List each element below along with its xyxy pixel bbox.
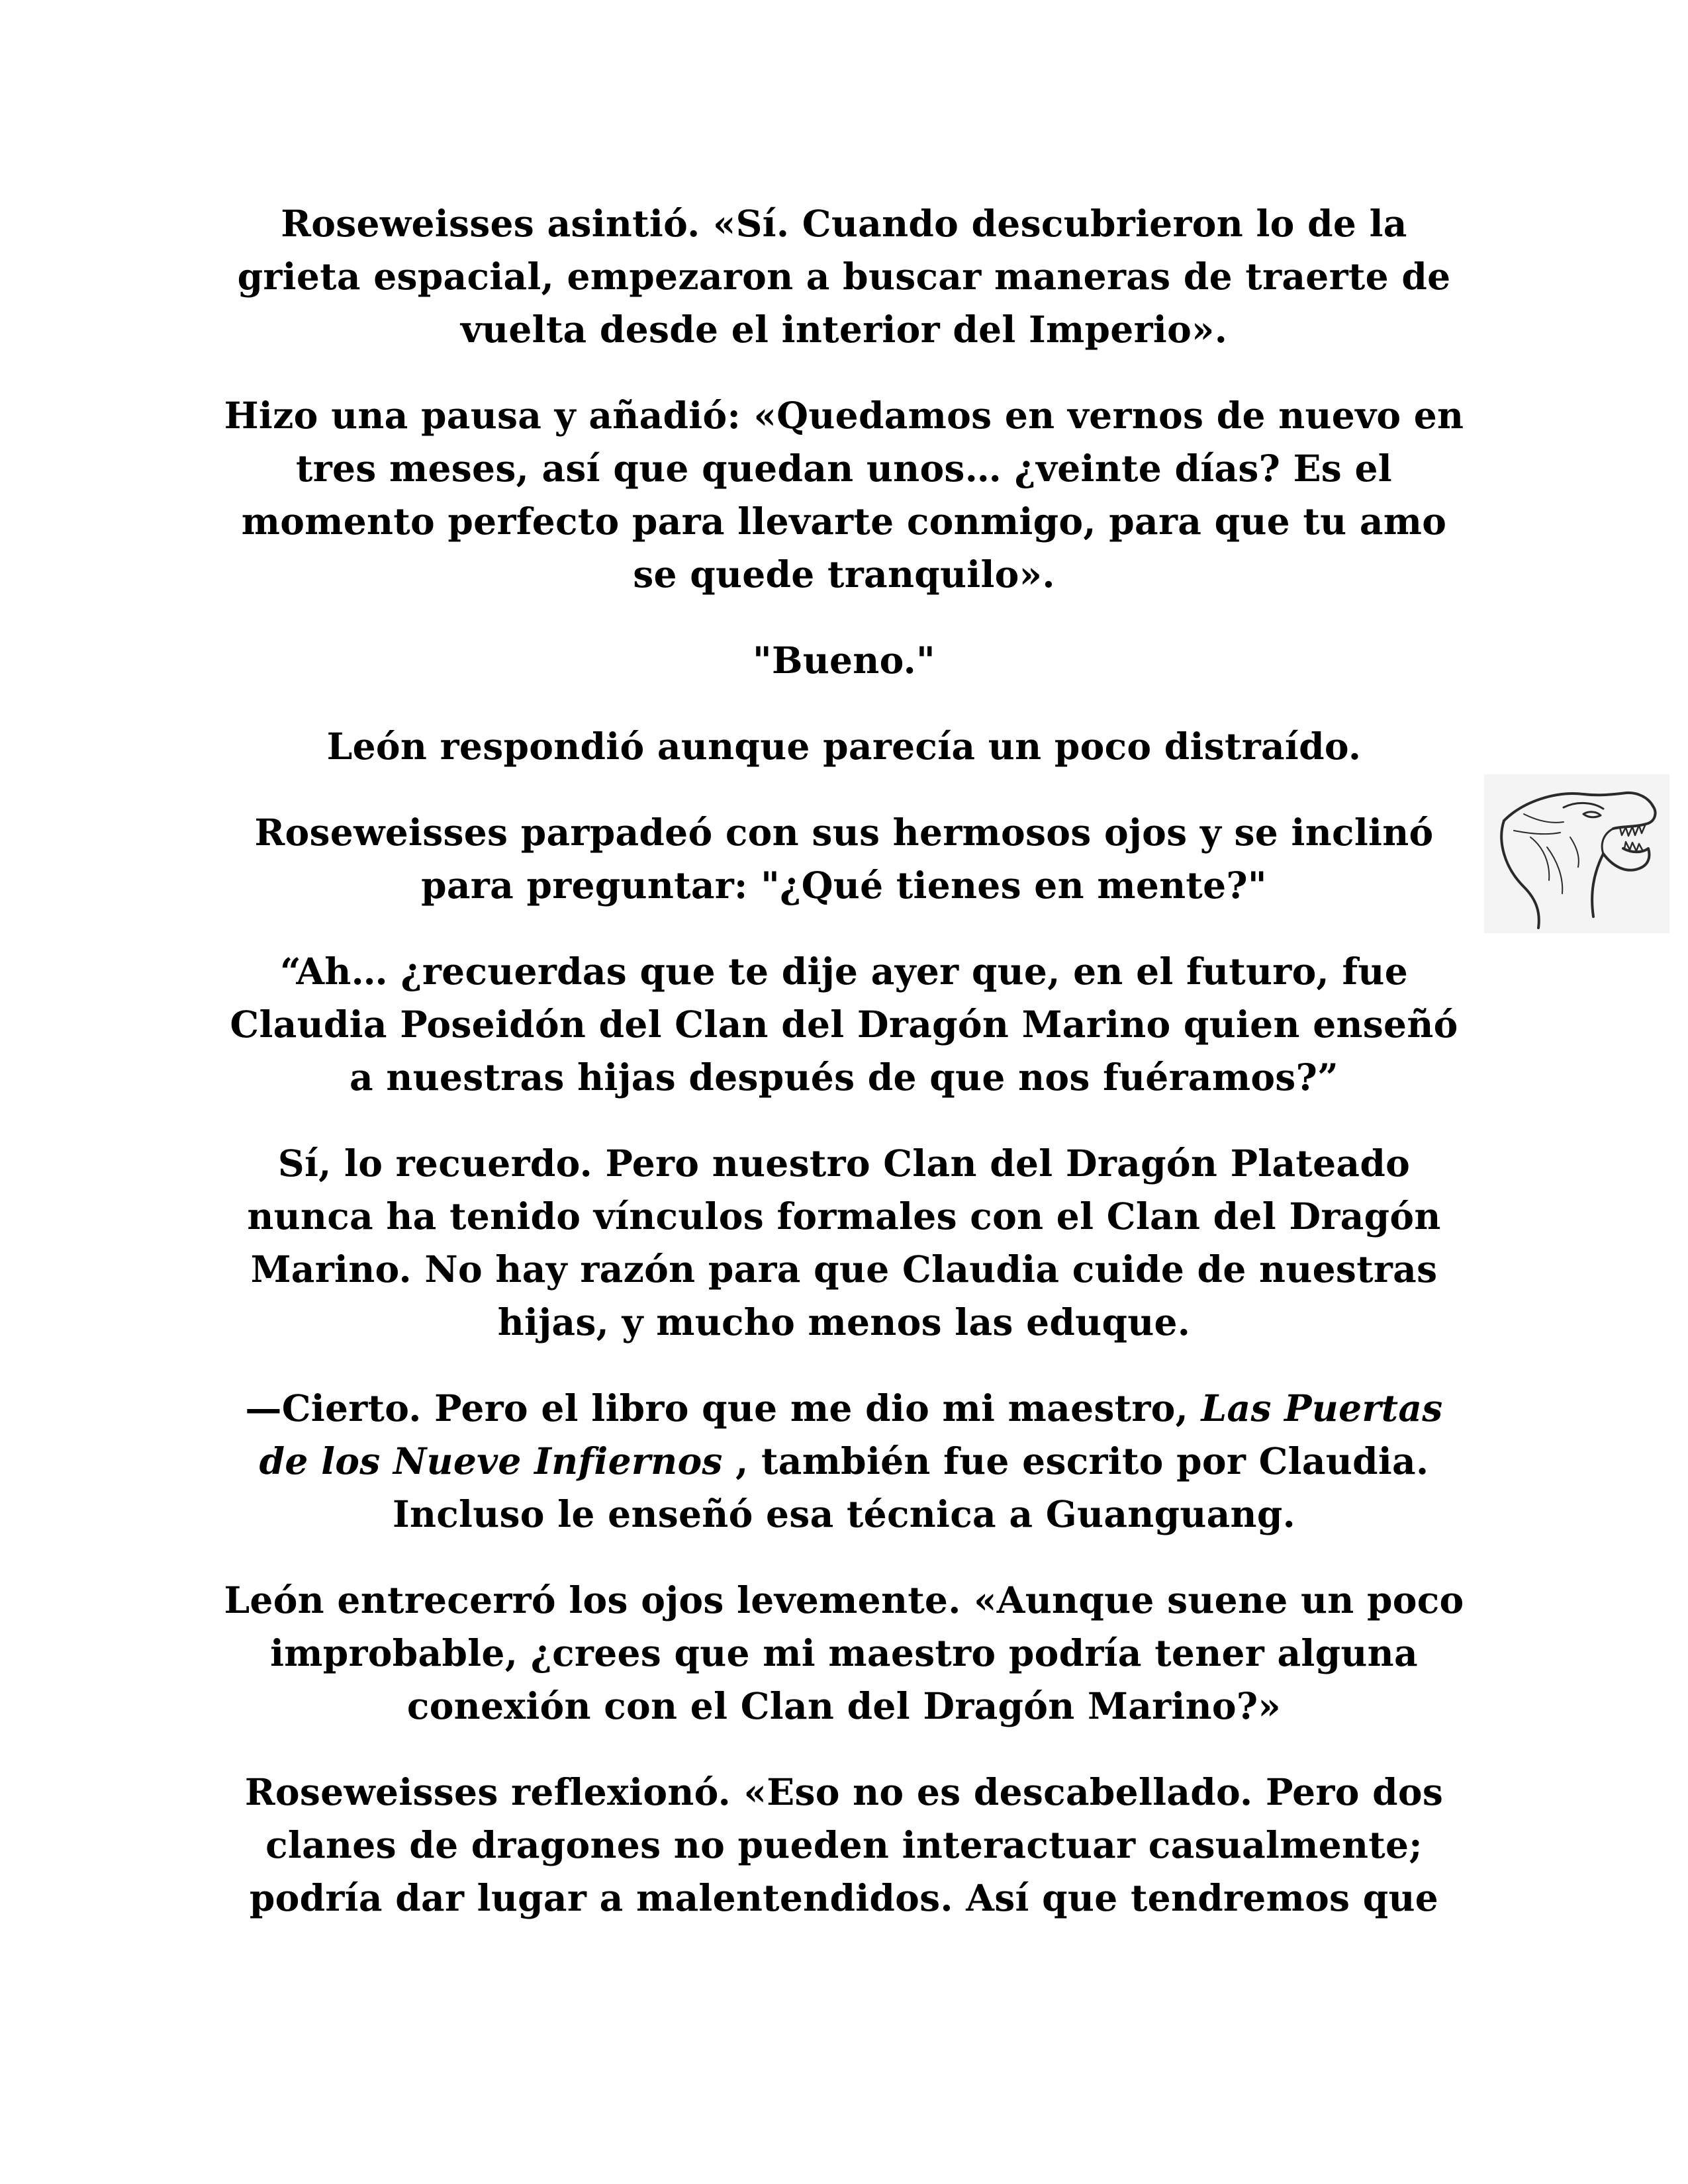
dragon-head-sketch-icon	[1484, 774, 1669, 933]
book-title: Las Puertas de los Nueve Infiernos	[259, 1387, 1443, 1482]
paragraph-8-rest: , también fue escrito por Claudia. Incluso le enseñó esa técnica a Guanguang.	[392, 1439, 1429, 1535]
paragraph-2: Hizo una pausa y añadió: «Quedamos en vernos de nuevo en tres meses, así que quedan unos… ¿veinte días? Es el momento perfecto para llevarte conmigo, para que tu amo se quede tranquilo».	[224, 394, 1464, 596]
text-column	[218, 197, 1470, 1958]
paragraph-7: Sí, lo recuerdo. Pero nuestro Clan del Dragón Plateado nunca ha tenido vínculos formales con el Clan del Dragón Marino. No hay razón para que Claudia cuide de nuestras hijas, y mucho menos las eduque.	[247, 1142, 1441, 1343]
paragraph-10: Roseweisses reflexionó. «Eso no es descabellado. Pero dos clanes de dragones no pueden interactuar casualmente; podría dar lugar a malentendidos. Así que tendremos que	[244, 1770, 1444, 1919]
paragraph-5: Roseweisses parpadeó con sus hermosos ojos y se inclinó para preguntar: "¿Qué tienes en mente?"	[254, 811, 1434, 907]
paragraph-4: León respondió aunque parecía un poco distraído.	[326, 725, 1362, 768]
paragraph-1: Roseweisses asintió. «Sí. Cuando descubrieron lo de la grieta espacial, empezaron a buscar maneras de traerte de vuelta desde el interior del Imperio».	[237, 202, 1451, 351]
paragraph-8	[218, 1382, 1470, 1541]
paragraph-6: “Ah… ¿recuerdas que te dije ayer que, en el futuro, fue Claudia Poseidón del Clan del Dragón Marino quien enseñó a nuestras hijas después de que nos fuéramos?”	[230, 950, 1458, 1099]
paragraph-9: León entrecerró los ojos levemente. «Aunque suene un poco improbable, ¿crees que mi maestro podría tener alguna conexión con el Clan del Dragón Marino?»	[224, 1578, 1464, 1727]
paragraph-3: "Bueno."	[752, 639, 936, 682]
paragraph-8-lead: —Cierto. Pero el libro que me dio mi maestro,	[245, 1387, 1201, 1430]
